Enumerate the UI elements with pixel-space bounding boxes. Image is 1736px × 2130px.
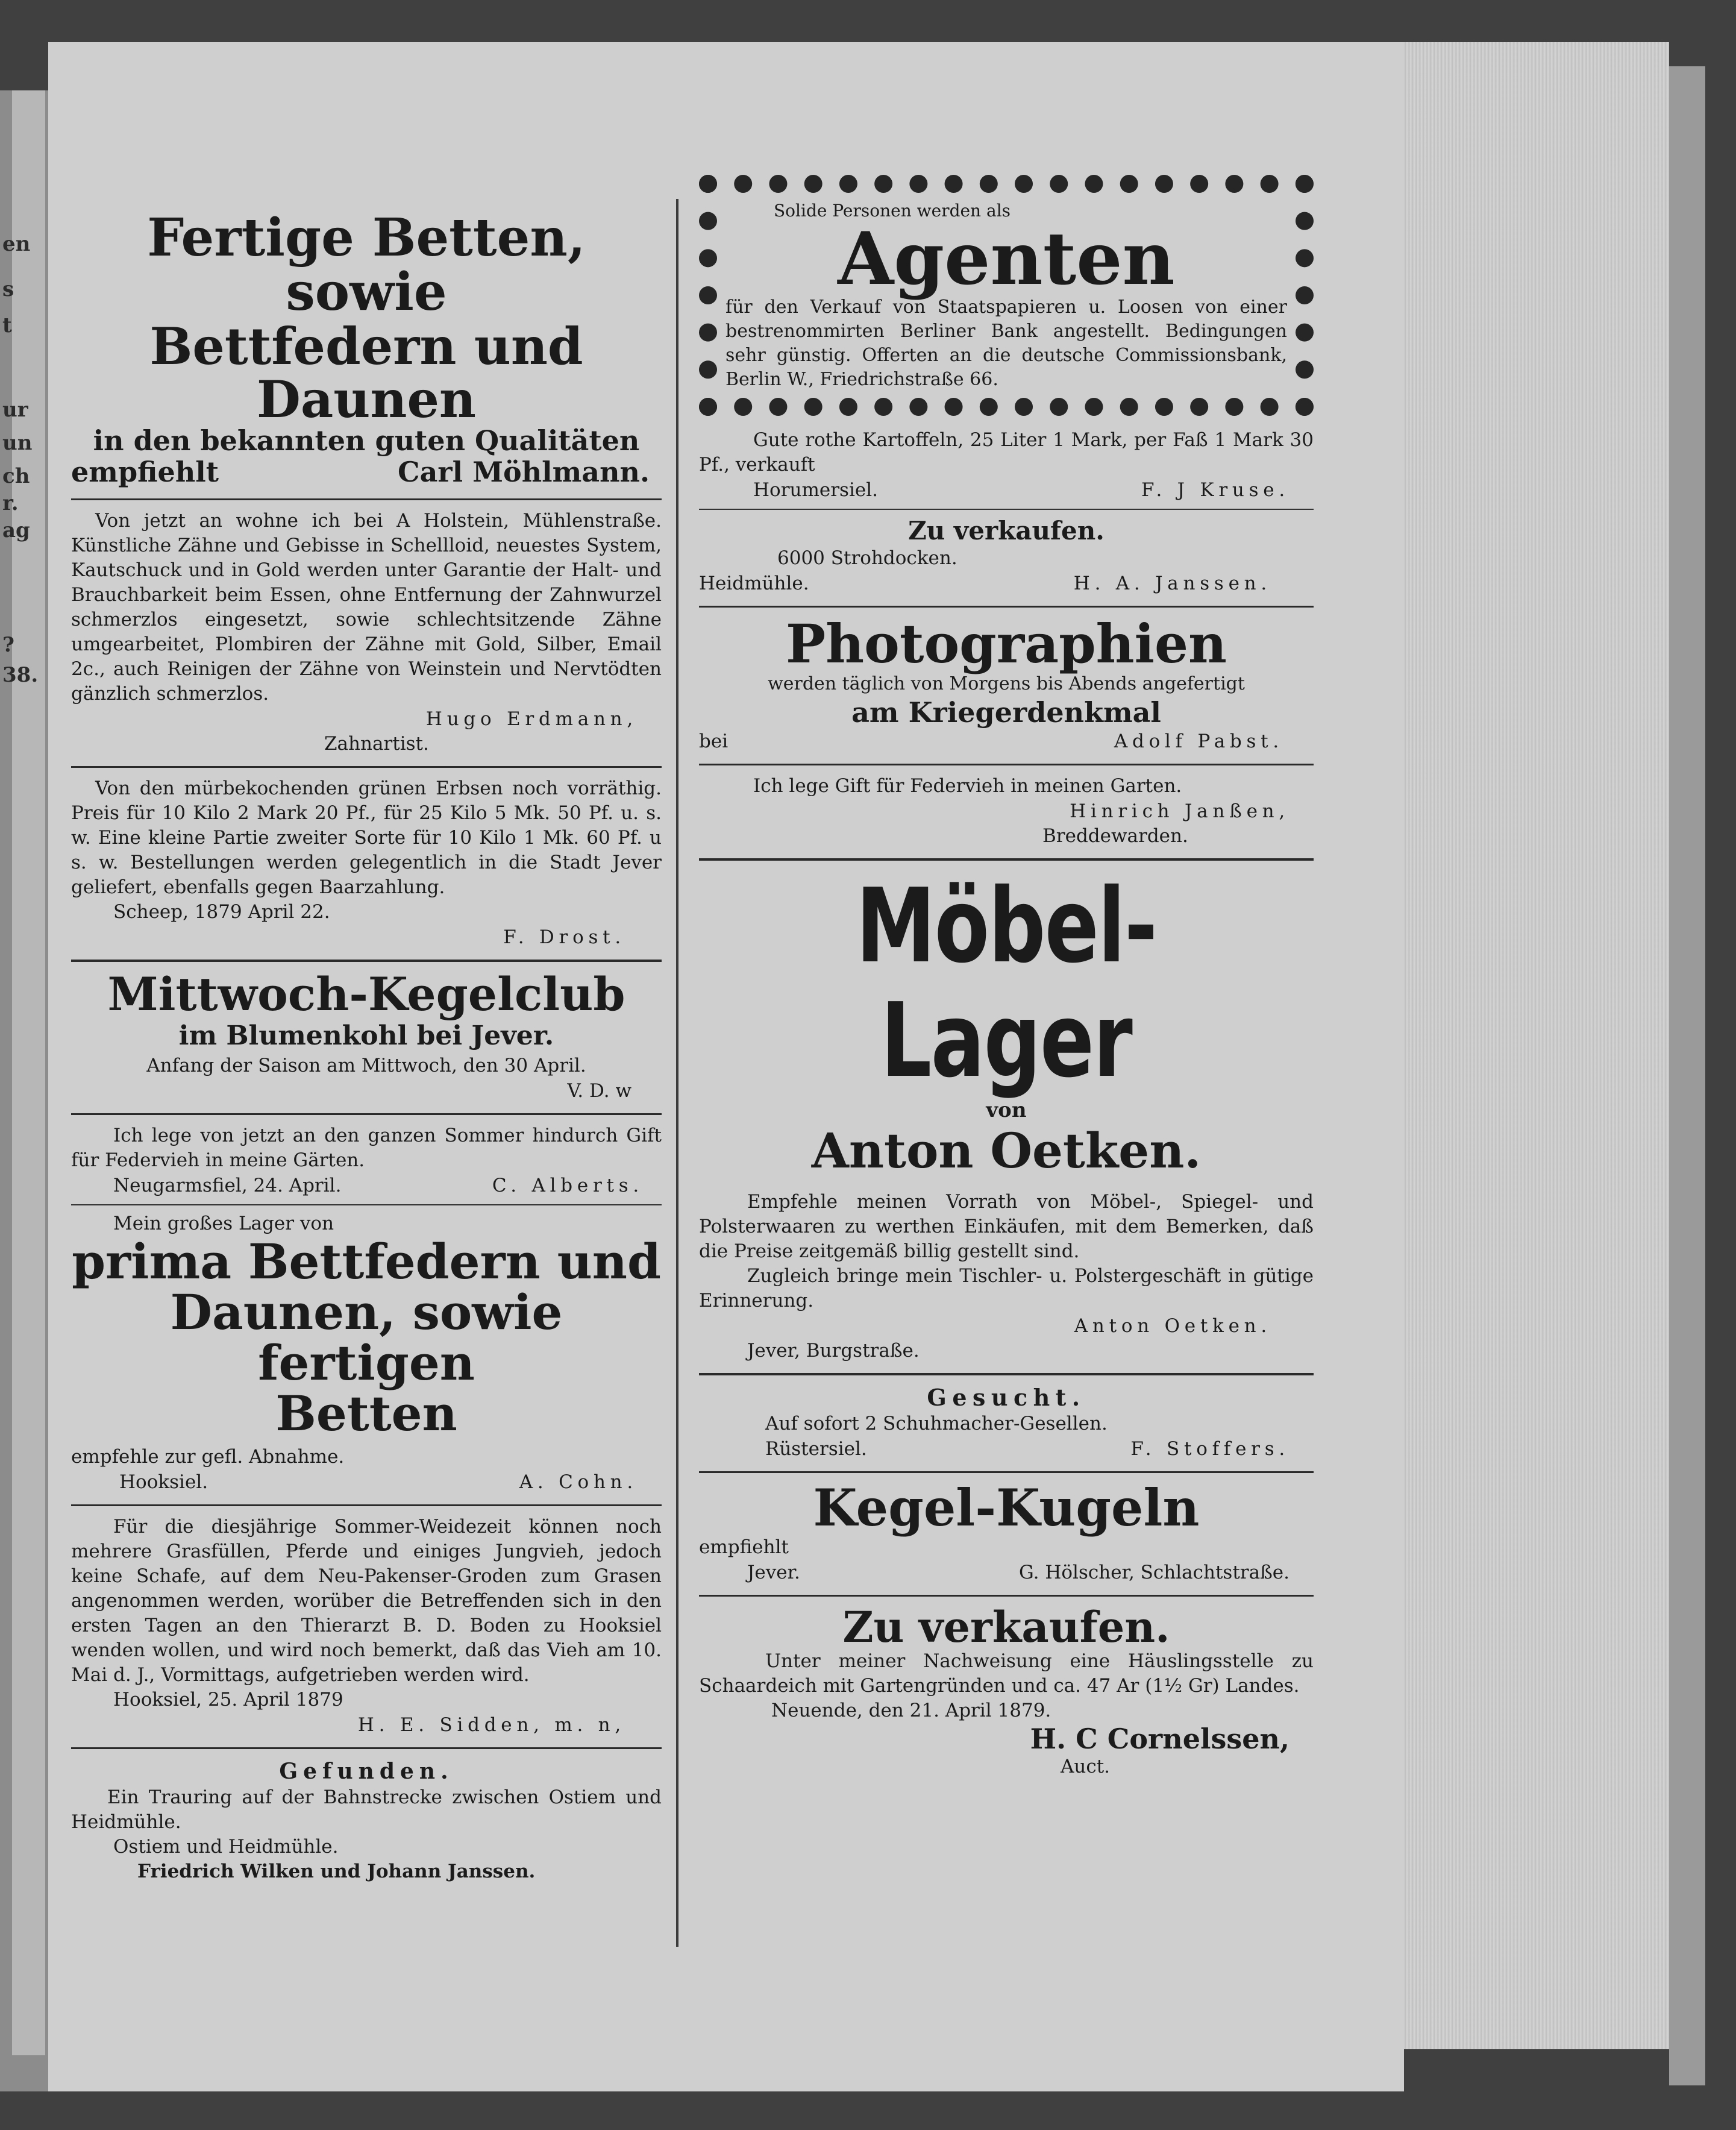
ad-place-date: Neuende, den 21. April 1879. [771, 1700, 1051, 1722]
margin-fragment: un [2, 431, 33, 455]
ad-place-date: Hooksiel, 25. April 1879 [113, 1689, 343, 1711]
ad-heading: Zu verkaufen. [908, 516, 1105, 545]
ad-separator [71, 1504, 662, 1506]
ad-heading: Gesucht. [927, 1384, 1086, 1412]
ad-zahnartist [71, 509, 662, 756]
ad-moebel-lager [699, 869, 1314, 1363]
advertiser-name: F. J Kruse. [1141, 479, 1289, 501]
advertiser-name: V. D. w [567, 1080, 631, 1102]
ad-text: Ich lege Gift für Federvieh in meinen Garten. [753, 775, 1182, 797]
ad-weide [71, 1515, 662, 1738]
ad-text: empfehle zur gefl. Abnahme. [71, 1446, 345, 1468]
advertiser-name: Hinrich Janßen, [1070, 800, 1289, 823]
ad-place-date: Rüstersiel. [765, 1438, 867, 1460]
right-column [699, 145, 1314, 1779]
ad-photographien [699, 612, 1314, 754]
ad-heading: Mittwoch-Kegelclub [107, 967, 625, 1022]
ad-heading: Agenten [838, 216, 1175, 301]
ad-place-date: Neugarmsfiel, 24. April. [113, 1175, 342, 1197]
ad-text: Empfehle meinen Vorrath von Möbel-, Spiegel- und Polsterwaaren zu werthen Einkäufen, mit dem Bemerken, daß die Preise zeitgemäß billig gestellt sind. [699, 1191, 1314, 1263]
ad-kegel-kugeln [699, 1478, 1314, 1585]
ad-zu-verkaufen-strohdocken [699, 516, 1314, 596]
ad-heading: Daunen, sowie fertigen [170, 1284, 563, 1392]
ad-text: Mein großes Lager von [113, 1213, 334, 1235]
advertiser-name: Carl Möhlmann. [397, 456, 650, 489]
ad-gift-garten [699, 774, 1314, 849]
ad-kartoffeln [699, 428, 1314, 503]
margin-fragment: 38. [2, 663, 39, 687]
ad-heading: Gefunden. [279, 1759, 454, 1785]
ad-erbsen [71, 776, 662, 950]
advertiser-name: Friedrich Wilken und Johann Janssen. [137, 1861, 536, 1883]
ad-text: Unter meiner Nachweisung eine Häuslingsstelle zu Schaardeich mit Gartengründen und ca. 47 Ar (1½ Gr) Landes. [699, 1650, 1314, 1697]
ad-separator [699, 509, 1314, 510]
ad-separator [699, 764, 1314, 765]
ad-text: empfiehlt [699, 1536, 789, 1558]
ad-separator [699, 1471, 1314, 1473]
ad-heading: Kegel-Kugeln [813, 1478, 1200, 1538]
ad-text: Von jetzt an wohne ich bei A Holstein, Mühlenstraße. Künstliche Zähne und Gebisse in Schellloid, neuestes System, Kautschuck und in Gold werden unter Garantie der Halt- und Brauchbarkeit beim Essen, ohne Entfernung der Zahnwurzel schmerzlos eingesetzt, sowie schlechtsitzende Zähne umgearbeitet, Plombiren der Zähne mit Gold, Silber, Email 2c., auch Reinigen der Zähne von Weinstein und Nervtödten gänzlich schmerzlos. [71, 510, 662, 705]
margin-fragment: s [2, 277, 14, 301]
ad-separator [699, 1373, 1314, 1375]
advertiser-name: G. Hölscher, Schlachtstraße. [1018, 1561, 1289, 1583]
ad-separator [71, 960, 662, 962]
ad-separator [699, 606, 1314, 608]
margin-fragment: ch [2, 464, 30, 488]
ad-place-date: Heidmühle. [699, 573, 809, 594]
ad-gesucht [699, 1384, 1314, 1462]
margin-fragment: ag [2, 518, 30, 542]
ad-agenten-dotted-frame [699, 175, 1314, 416]
advertiser-name: C. Alberts. [492, 1175, 644, 1197]
ad-text: Anfang der Saison am Mittwoch, den 30 April. [146, 1055, 586, 1077]
ad-separator [71, 1747, 662, 1749]
ad-heading: Photographien [785, 612, 1227, 675]
ad-subheading: im Blumenkohl bei Jever. [178, 1020, 554, 1052]
advertiser-name: A. Cohn. [519, 1471, 638, 1494]
advertiser-name: Adolf Pabst. [1114, 730, 1283, 753]
advertiser-role: Zahnartist. [324, 733, 429, 755]
ad-separator [699, 1595, 1314, 1597]
ad-separator [71, 1204, 662, 1205]
ad-text: Gute rothe Kartoffeln, 25 Liter 1 Mark, per Faß 1 Mark 30 Pf., verkauft [699, 429, 1314, 476]
margin-fragment: ? [2, 633, 14, 657]
book-cover-board [1669, 66, 1705, 2085]
ad-text: für den Verkauf von Staatspapieren u. Loosen von einer bestrenommirten Berliner Bank angestellt. Bedingungen sehr günstig. Offerten an die deutsche Commissionsbank, Berlin W., Friedrichstraße 66. [725, 297, 1287, 390]
left-column [71, 145, 662, 1884]
ad-gefunden [71, 1758, 662, 1884]
ad-text: werden täglich von Morgens bis Abends angefertigt [768, 673, 1245, 695]
ad-place-date: Horumersiel. [753, 479, 878, 501]
ad-zu-verkaufen-haeuslingsstelle [699, 1601, 1314, 1780]
advertiser-name: Hugo Erdmann, [425, 708, 638, 730]
ad-place-date: Hooksiel. [119, 1471, 208, 1494]
advertiser-name: F. Drost. [503, 926, 625, 949]
ad-heading: Bettfedern und Daunen [149, 316, 583, 429]
ad-separator [71, 1113, 662, 1115]
advertiser-name: H. E. Sidden, m. n, [357, 1714, 625, 1736]
margin-fragment: r. [2, 491, 19, 515]
ad-place-date: Jever. [747, 1561, 800, 1583]
ad-separator [71, 766, 662, 768]
ad-text: Für die diesjährige Sommer-Weidezeit können noch mehrere Grasfüllen, Pferde und einiges Jungvieh, jedoch keine Schafe, auf dem Neu-Pakenser-Groden zum Grasen angenommen werden, worüber die Betreffenden sich in den ersten Tagen an den Thierarzt B. D. Boden zu Hooksiel wenden wollen, und wird noch bemerkt, daß das Vieh am 10. Mai d. J., Vormittags, aufgetrieben werden wird. [71, 1516, 662, 1686]
ad-subheading: in den bekannten guten Qualitäten [93, 424, 640, 457]
margin-fragment: en [2, 232, 31, 256]
ad-cohn [71, 1211, 662, 1495]
advertiser-name: H. C Cornelssen, [1030, 1723, 1289, 1756]
ad-place-date: Ostiem und Heidmühle. [113, 1836, 339, 1858]
ad-heading: prima Bettfedern und [72, 1233, 661, 1290]
margin-fragment: t [2, 313, 12, 338]
ad-separator [71, 498, 662, 500]
ad-text: Zugleich bringe mein Tischler- u. Polstergeschäft in gütige Erinnerung. [699, 1265, 1314, 1312]
ad-place-date: Jever, Burgstraße. [747, 1340, 920, 1362]
ad-heading: Betten [275, 1385, 457, 1442]
advertiser-name: H. A. Janssen. [1073, 573, 1271, 594]
page-block-edge [1380, 42, 1669, 2049]
ad-text: Ein Trauring auf der Bahnstrecke zwischen Ostiem und Heidmühle. [71, 1786, 662, 1833]
ad-place-date: Breddewarden. [1042, 825, 1188, 847]
advertiser-name: F. Stoffers. [1130, 1438, 1289, 1460]
ad-text: Auf sofort 2 Schuhmacher-Gesellen. [765, 1413, 1108, 1435]
ad-text: Von den mürbekochenden grünen Erbsen noch vorräthig. Preis für 10 Kilo 2 Mark 20 Pf., für 25 Kilo 5 Mk. 50 Pf. u. s. w. Eine kleine Partie zweiter Sorte für 10 Kilo 1 Mk. 60 Pf. u s. w. Bestellungen werden gelegentlich in die Stadt Jever geliefert, ebenfalls gegen Baarzahlung. [71, 778, 662, 899]
ad-subheading: am Kriegerdenkmal [851, 696, 1161, 729]
ad-heading: Fertige Betten, sowie [147, 207, 586, 323]
advertiser-role: Auct. [1061, 1756, 1111, 1778]
ad-subheading: Anton Oetken. [811, 1122, 1202, 1180]
advertiser-name: Anton Oetken. [1074, 1315, 1271, 1337]
margin-fragment: ur [2, 398, 28, 422]
ad-text: empfiehlt [71, 456, 219, 489]
column-divider [676, 199, 678, 1947]
ad-place-date: Scheep, 1879 April 22. [113, 901, 330, 923]
ad-text: von [986, 1098, 1027, 1123]
ad-separator [699, 858, 1314, 861]
ad-text: Solide Personen werden als [774, 201, 1011, 221]
ad-text: 6000 Strohdocken. [777, 547, 957, 569]
ad-text: Ich lege von jetzt an den ganzen Sommer hindurch Gift für Federvieh in meine Gärten. [71, 1125, 662, 1172]
ad-heading: Zu verkaufen. [842, 1601, 1170, 1652]
left-page-strip [12, 90, 45, 2055]
ad-betten [71, 207, 662, 489]
ad-gift [71, 1123, 662, 1198]
ad-kegelclub [71, 967, 662, 1104]
ad-text: bei [699, 730, 729, 753]
ad-heading: Möbel-Lager [856, 867, 1157, 1101]
